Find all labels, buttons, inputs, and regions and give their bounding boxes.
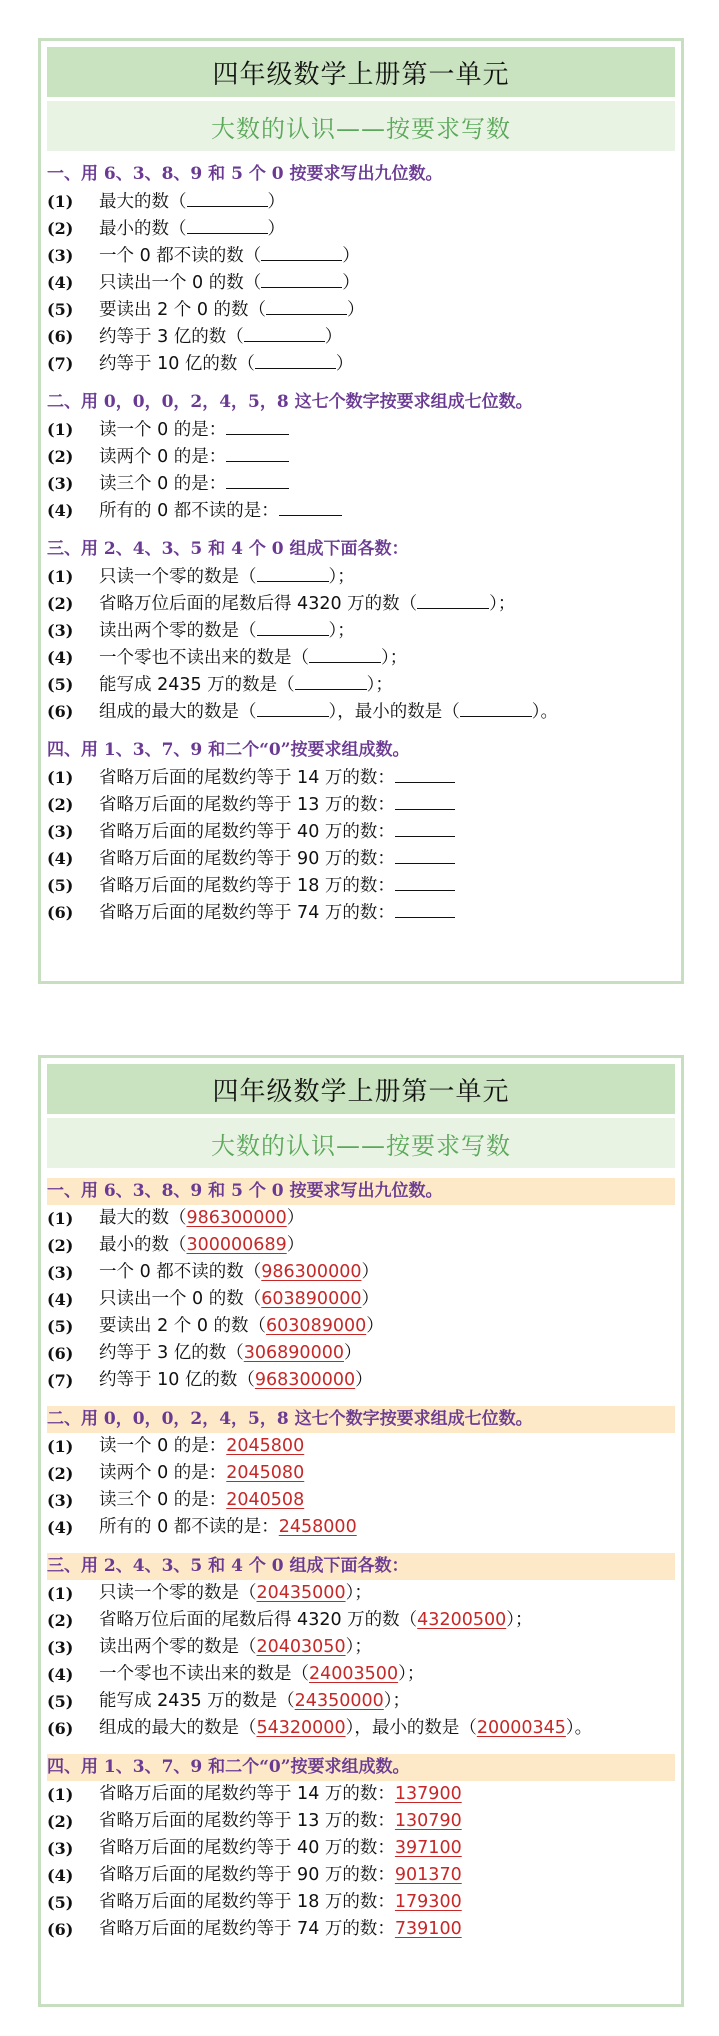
question-prompt: 省略万后面的尾数约等于 90 万的数： <box>99 849 395 869</box>
answer-blank <box>261 269 342 288</box>
question-text <box>99 188 285 215</box>
answer-blank <box>460 698 532 717</box>
question-row <box>47 497 681 524</box>
answer-value: 603890000 <box>261 1289 362 1309</box>
question-text <box>99 1835 462 1862</box>
question-text <box>99 617 355 644</box>
question-number: (3) <box>47 621 74 640</box>
question-prompt: 读出两个零的数是（ <box>99 621 257 641</box>
question-suffix: ）。 <box>565 1718 593 1738</box>
question-row <box>47 1232 681 1259</box>
question-number: (1) <box>47 567 74 586</box>
question-row <box>47 1715 681 1742</box>
question-number: (5) <box>47 300 74 319</box>
question-suffix: ）； <box>345 1637 372 1657</box>
question-number: (3) <box>47 1839 74 1858</box>
section-title: 二、用 0，0，0，2，4，5，8 这七个数字按要求组成七位数。 <box>47 1406 675 1433</box>
question-text <box>99 470 289 497</box>
section-title: 一、用 6、3、8、9 和 5 个 0 按要求写出九位数。 <box>47 164 443 184</box>
answer-value: 20403050 <box>256 1637 346 1657</box>
question-text <box>99 296 365 323</box>
answer-value: 54320000 <box>256 1718 346 1738</box>
question-prompt: 要读出 2 个 0 的数（ <box>99 300 267 320</box>
answer-blank <box>226 443 289 462</box>
answer-value: 24350000 <box>294 1691 384 1711</box>
answer-value: 137900 <box>394 1784 462 1804</box>
question-number: (3) <box>47 822 74 841</box>
question-prompt: 省略万后面的尾数约等于 18 万的数： <box>99 1892 395 1912</box>
answer-blank <box>226 416 289 435</box>
answer-blank <box>417 590 489 609</box>
question-row <box>47 698 681 725</box>
answer-value: 739100 <box>394 1919 462 1939</box>
question-number: (3) <box>47 246 74 265</box>
question-prompt: 一个 0 都不读的数（ <box>99 246 262 266</box>
question-prompt: 组成的最大的数是（ <box>99 1718 257 1738</box>
question-row <box>47 1634 681 1661</box>
question-text <box>99 1607 533 1634</box>
question-suffix: ） <box>366 1316 384 1336</box>
question-prompt: 约等于 10 亿的数（ <box>99 354 255 374</box>
answer-value: 43200500 <box>417 1610 507 1630</box>
question-text <box>99 698 558 725</box>
answer-blank <box>395 818 455 837</box>
question-number: (3) <box>47 1638 74 1657</box>
question-prompt: 只读出一个 0 的数（ <box>99 273 262 293</box>
answer-blank <box>257 617 329 636</box>
question-row <box>47 872 681 899</box>
question-number: (4) <box>47 501 74 520</box>
question-number: (5) <box>47 675 74 694</box>
question-row <box>47 617 681 644</box>
question-text <box>99 1514 357 1541</box>
question-number: (1) <box>47 1437 74 1456</box>
question-prompt: 最大的数（ <box>99 192 187 212</box>
question-row <box>47 323 681 350</box>
answer-value: 20435000 <box>256 1583 346 1603</box>
question-number: (3) <box>47 474 74 493</box>
question-number: (1) <box>47 192 74 211</box>
question-prompt: 省略万后面的尾数约等于 14 万的数： <box>99 768 395 788</box>
question-number: (2) <box>47 795 74 814</box>
question-number: (2) <box>47 219 74 238</box>
question-prompt: 省略万后面的尾数约等于 40 万的数： <box>99 1838 395 1858</box>
worksheet-subtitle: 大数的认识——按要求写数 <box>47 1118 675 1168</box>
question-prompt-mid: ），最小的数是（ <box>345 1718 477 1738</box>
question-prompt: 省略万后面的尾数约等于 14 万的数： <box>99 1784 395 1804</box>
question-prompt: 省略万位后面的尾数后得 4320 万的数（ <box>99 1610 418 1630</box>
answer-blank <box>395 791 455 810</box>
question-number: (6) <box>47 1920 74 1939</box>
question-text <box>99 1916 462 1943</box>
question-prompt-mid: ），最小的数是（ <box>328 702 460 722</box>
section-title: 三、用 2、4、3、5 和 4 个 0 组成下面各数： <box>47 539 409 559</box>
question-row <box>47 1607 681 1634</box>
section-title: 一、用 6、3、8、9 和 5 个 0 按要求写出九位数。 <box>47 1178 675 1205</box>
question-suffix: ）； <box>383 1691 410 1711</box>
question-row <box>47 1580 681 1607</box>
question-text <box>99 1286 379 1313</box>
question-row <box>47 1367 681 1394</box>
answer-value: 2040508 <box>226 1490 305 1510</box>
answer-blank <box>255 350 336 369</box>
answer-value: 901370 <box>394 1865 462 1885</box>
question-text <box>99 416 289 443</box>
answer-value: 968300000 <box>254 1370 356 1390</box>
question-text <box>99 497 342 524</box>
question-number: (4) <box>47 1665 74 1684</box>
question-number: (4) <box>47 648 74 667</box>
question-number: (5) <box>47 1692 74 1711</box>
question-number: (2) <box>47 1812 74 1831</box>
question-text <box>99 1460 304 1487</box>
question-prompt: 省略万后面的尾数约等于 13 万的数： <box>99 795 395 815</box>
question-prompt: 所有的 0 都不读的是： <box>99 501 279 521</box>
section-title: 二、用 0，0，0，2，4，5，8 这七个数字按要求组成七位数。 <box>47 392 533 412</box>
question-prompt: 约等于 10 亿的数（ <box>99 1370 255 1390</box>
question-text <box>99 269 360 296</box>
question-number: (1) <box>47 420 74 439</box>
question-text <box>99 1232 304 1259</box>
question-row <box>47 818 681 845</box>
question-number: (3) <box>47 1263 74 1282</box>
question-row <box>47 242 681 269</box>
question-number: (1) <box>47 1785 74 1804</box>
question-text <box>99 350 353 377</box>
answer-blank <box>279 497 342 516</box>
answer-blank <box>257 563 329 582</box>
question-text <box>99 215 285 242</box>
question-number: (7) <box>47 354 74 373</box>
answer-blank <box>187 215 268 234</box>
question-text <box>99 671 393 698</box>
worksheet-title: 四年级数学上册第一单元 <box>47 47 675 97</box>
question-suffix: ）； <box>506 1610 533 1630</box>
question-text <box>99 1487 304 1514</box>
question-row <box>47 644 681 671</box>
question-prompt: 只读出一个 0 的数（ <box>99 1289 262 1309</box>
question-row <box>47 1460 681 1487</box>
question-text <box>99 644 407 671</box>
question-prompt: 约等于 3 亿的数（ <box>99 1343 244 1363</box>
question-suffix: ）； <box>345 1583 372 1603</box>
question-row <box>47 188 681 215</box>
question-prompt: 要读出 2 个 0 的数（ <box>99 1316 267 1336</box>
question-text <box>99 845 455 872</box>
question-number: (4) <box>47 1518 74 1537</box>
answer-blank <box>395 872 455 891</box>
question-text <box>99 1433 304 1460</box>
question-prompt: 约等于 3 亿的数（ <box>99 327 244 347</box>
answer-blank <box>395 764 455 783</box>
question-text <box>99 242 360 269</box>
question-suffix: ）； <box>381 648 408 668</box>
question-prompt: 能写成 2435 万的数是（ <box>99 1691 295 1711</box>
question-row <box>47 443 681 470</box>
answer-blank <box>226 470 289 489</box>
answer-value: 2458000 <box>278 1517 357 1537</box>
answer-blank <box>266 296 347 315</box>
question-prompt: 读一个 0 的是： <box>99 1436 227 1456</box>
question-row <box>47 590 681 617</box>
question-prompt: 一个零也不读出来的数是（ <box>99 1664 309 1684</box>
answer-value: 20000345 <box>476 1718 566 1738</box>
question-row <box>47 1286 681 1313</box>
section-title: 四、用 1、3、7、9 和二个“0”按要求组成数。 <box>47 740 410 760</box>
question-prompt: 所有的 0 都不读的是： <box>99 1517 279 1537</box>
question-prompt: 最小的数（ <box>99 219 187 239</box>
answer-value: 397100 <box>394 1838 462 1858</box>
question-text <box>99 443 289 470</box>
question-number: (4) <box>47 1290 74 1309</box>
question-suffix: ） <box>286 1235 305 1255</box>
question-number: (4) <box>47 849 74 868</box>
question-suffix: ）； <box>366 675 393 695</box>
question-row <box>47 899 681 926</box>
question-prompt: 读两个 0 的是： <box>99 1463 227 1483</box>
question-prompt: 读一个 0 的是： <box>99 420 227 440</box>
question-prompt: 读两个 0 的是： <box>99 447 227 467</box>
question-number: (1) <box>47 1584 74 1603</box>
question-row <box>47 416 681 443</box>
answer-value: 603089000 <box>266 1316 367 1336</box>
answer-blank <box>295 671 367 690</box>
question-row <box>47 1688 681 1715</box>
question-prompt: 读三个 0 的是： <box>99 1490 227 1510</box>
answer-value: 130790 <box>394 1811 462 1831</box>
question-row <box>47 1916 681 1943</box>
question-suffix: ）； <box>328 567 355 587</box>
question-suffix: ） <box>335 354 354 374</box>
question-number: (2) <box>47 1611 74 1630</box>
question-row <box>47 764 681 791</box>
question-suffix: ） <box>267 192 285 212</box>
answer-blank <box>187 188 268 207</box>
question-suffix: ） <box>342 246 360 266</box>
question-text <box>99 1205 304 1232</box>
question-text <box>99 818 455 845</box>
question-number: (5) <box>47 1317 74 1336</box>
answer-blank <box>257 698 329 717</box>
question-prompt: 组成的最大的数是（ <box>99 702 257 722</box>
question-prompt: 省略万后面的尾数约等于 18 万的数： <box>99 876 395 896</box>
question-text <box>99 323 342 350</box>
answer-value: 986300000 <box>186 1208 287 1228</box>
answer-value: 306890000 <box>243 1343 344 1363</box>
question-row <box>47 1514 681 1541</box>
question-prompt: 最大的数（ <box>99 1208 187 1228</box>
question-row <box>47 1340 681 1367</box>
question-number: (2) <box>47 447 74 466</box>
question-text <box>99 1259 379 1286</box>
question-row <box>47 1205 681 1232</box>
answer-value: 24003500 <box>309 1664 399 1684</box>
question-text <box>99 590 515 617</box>
question-prompt: 最小的数（ <box>99 1235 187 1255</box>
answer-value: 179300 <box>394 1892 462 1912</box>
question-row <box>47 791 681 818</box>
question-prompt: 能写成 2435 万的数是（ <box>99 675 295 695</box>
question-row <box>47 1862 681 1889</box>
worksheet-subtitle: 大数的认识——按要求写数 <box>47 101 675 151</box>
question-prompt: 省略万后面的尾数约等于 74 万的数： <box>99 1919 395 1939</box>
question-number: (6) <box>47 1344 74 1363</box>
question-prompt: 省略万后面的尾数约等于 40 万的数： <box>99 822 395 842</box>
section-title: 四、用 1、3、7、9 和二个“0”按要求组成数。 <box>47 1754 675 1781</box>
question-prompt: 一个 0 都不读的数（ <box>99 1262 262 1282</box>
question-row <box>47 671 681 698</box>
question-suffix: ） <box>342 273 360 293</box>
question-text <box>99 1367 373 1394</box>
question-text <box>99 1580 372 1607</box>
answer-blank <box>395 899 455 918</box>
answer-value: 2045800 <box>226 1436 305 1456</box>
question-prompt: 只读一个零的数是（ <box>99 1583 257 1603</box>
answer-blank <box>261 242 342 261</box>
question-number: (4) <box>47 273 74 292</box>
question-text <box>99 1715 592 1742</box>
question-row <box>47 296 681 323</box>
question-text <box>99 1889 462 1916</box>
question-number: (3) <box>47 1491 74 1510</box>
question-prompt: 省略万后面的尾数约等于 13 万的数： <box>99 1811 395 1831</box>
question-text <box>99 791 455 818</box>
question-row <box>47 1835 681 1862</box>
question-prompt: 省略万位后面的尾数后得 4320 万的数（ <box>99 594 418 614</box>
question-row <box>47 1259 681 1286</box>
question-prompt: 省略万后面的尾数约等于 74 万的数： <box>99 903 395 923</box>
question-suffix: ）； <box>328 621 355 641</box>
question-suffix: ） <box>286 1208 305 1228</box>
question-suffix: ） <box>355 1370 373 1390</box>
question-number: (7) <box>47 1371 74 1390</box>
question-text <box>99 563 355 590</box>
worksheet-title: 四年级数学上册第一单元 <box>47 1064 675 1114</box>
question-text <box>99 1808 462 1835</box>
section-title: 三、用 2、4、3、5 和 4 个 0 组成下面各数： <box>47 1553 675 1580</box>
question-text <box>99 899 455 926</box>
question-suffix: ） <box>267 219 285 239</box>
question-text <box>99 1340 361 1367</box>
question-number: (6) <box>47 327 74 346</box>
question-number: (1) <box>47 768 74 787</box>
question-number: (2) <box>47 1464 74 1483</box>
question-text <box>99 1862 462 1889</box>
question-suffix: ）。 <box>531 702 558 722</box>
question-list <box>41 151 681 926</box>
question-text <box>99 1781 462 1808</box>
answer-blank <box>309 644 381 663</box>
answer-list <box>41 1168 681 1943</box>
answer-blank <box>395 845 455 864</box>
question-prompt: 省略万后面的尾数约等于 90 万的数： <box>99 1865 395 1885</box>
question-prompt: 只读一个零的数是（ <box>99 567 257 587</box>
question-suffix: ）； <box>489 594 516 614</box>
question-number: (1) <box>47 1209 74 1228</box>
question-text <box>99 1688 410 1715</box>
question-prompt: 一个零也不读出来的数是（ <box>99 648 309 668</box>
question-suffix: ）； <box>398 1664 425 1684</box>
question-text <box>99 1661 424 1688</box>
question-number: (6) <box>47 1719 74 1738</box>
question-row <box>47 1313 681 1340</box>
answer-value: 986300000 <box>261 1262 362 1282</box>
question-row <box>47 1808 681 1835</box>
answer-value: 300000689 <box>186 1235 287 1255</box>
question-text <box>99 1634 372 1661</box>
question-number: (6) <box>47 702 74 721</box>
question-text <box>99 764 455 791</box>
worksheet-blank <box>38 38 684 984</box>
answer-blank <box>244 323 325 342</box>
question-suffix: ） <box>343 1343 362 1363</box>
question-row <box>47 1487 681 1514</box>
question-suffix: ） <box>361 1262 379 1282</box>
question-number: (5) <box>47 1893 74 1912</box>
question-row <box>47 845 681 872</box>
question-row <box>47 1661 681 1688</box>
question-prompt: 读出两个零的数是（ <box>99 1637 257 1657</box>
question-row <box>47 269 681 296</box>
question-suffix: ） <box>347 300 365 320</box>
question-prompt: 读三个 0 的是： <box>99 474 227 494</box>
question-text <box>99 872 455 899</box>
question-suffix: ） <box>324 327 343 347</box>
question-row <box>47 1889 681 1916</box>
question-row <box>47 350 681 377</box>
question-number: (6) <box>47 903 74 922</box>
question-number: (2) <box>47 594 74 613</box>
question-row <box>47 470 681 497</box>
question-row <box>47 563 681 590</box>
question-number: (2) <box>47 1236 74 1255</box>
question-number: (4) <box>47 1866 74 1885</box>
question-row <box>47 215 681 242</box>
answer-value: 2045080 <box>226 1463 305 1483</box>
question-row <box>47 1781 681 1808</box>
question-text <box>99 1313 384 1340</box>
question-row <box>47 1433 681 1460</box>
worksheet-answers <box>38 1055 684 2007</box>
question-number: (5) <box>47 876 74 895</box>
question-suffix: ） <box>361 1289 379 1309</box>
